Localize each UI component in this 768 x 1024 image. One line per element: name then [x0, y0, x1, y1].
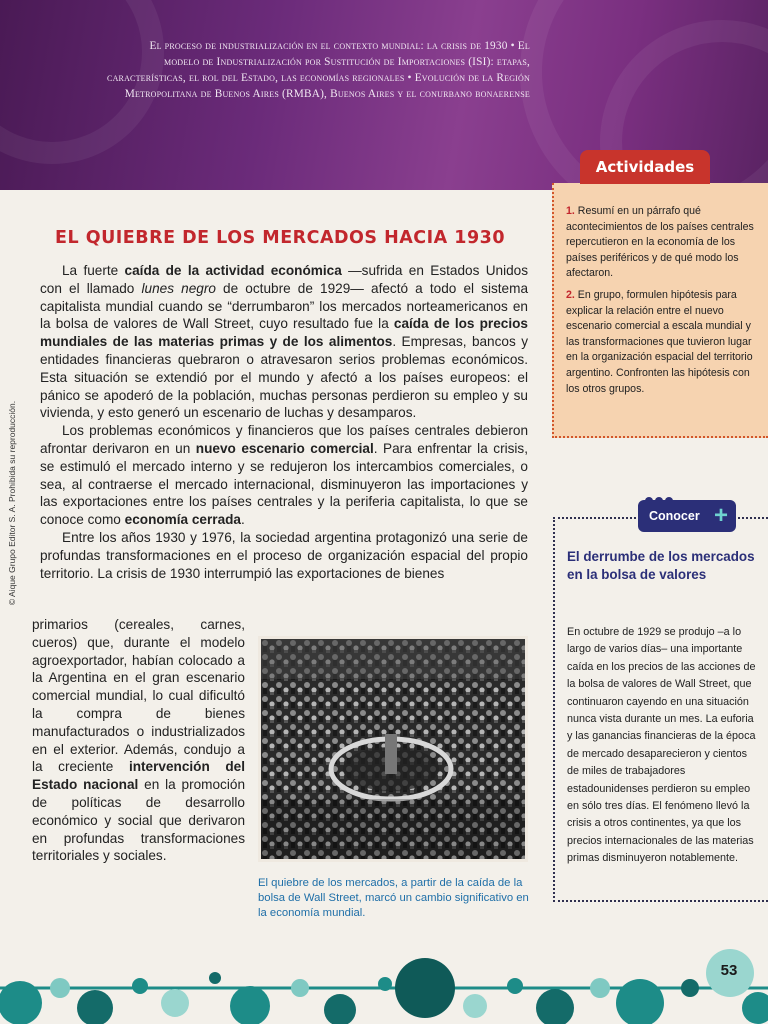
bold-term: nuevo escenario comercial [195, 440, 374, 456]
activity-text: Resumí en un párrafo qué acontecimientos de los países centrales repercutieron en la economía de los países periféricos y de qué modo los afectaron. [566, 205, 754, 280]
footer-decoration [0, 948, 768, 1024]
paragraph-3 [40, 529, 528, 582]
plus-icon: + [713, 502, 728, 529]
text-span: . [241, 512, 245, 528]
conocer-title: El derrumbe de los mercados en la bolsa de valores [567, 549, 755, 582]
bubbles-decoration-icon [0, 948, 768, 1024]
bold-term: economía cerrada [124, 512, 241, 528]
paragraph-3-continued [32, 616, 245, 865]
chapter-topics-line: Metropolitana de Buenos Aires (RMBA), Buenos Aires y el conurbano bonaerense [124, 88, 530, 100]
paragraph-2 [40, 422, 528, 529]
text-span: de octubre de 1929— afectó a todo el sistema capitalista mundial cuando se “derrumbaron” los mercados norteamericanos en la bolsa de valores de Wall Street, cuyo resultado fue la [40, 280, 529, 332]
conocer-tab [638, 500, 736, 532]
activities-list [566, 204, 758, 403]
wall-street-crowd-photo [258, 636, 528, 862]
conocer-text: En octubre de 1929 se produjo –a lo largo de varios días– una importante caída en los precios de las acciones de la bolsa de valores de Wall Street, que continuaron cayendo en una situación nunca vista durante un mes. La euforia y las ganancias financieras de la época de mercado desaparecieron y cientos de miles de trabajadores estadounidenses perdieron su empleo en sólo tres días. El fenómeno llevó la crisis a otros continentes, ya que los precios internacionales de las materias primas disminuyeron notablemente. [567, 626, 756, 865]
text-span: Los problemas económicos y financieros que los países centrales debieron afrontar derivaron en un [40, 423, 528, 456]
chapter-topics-line: El proceso de industrialización en el contexto mundial: la crisis de 1930 • El [149, 40, 530, 52]
text-span: Entre los años 1930 y 1976, la sociedad argentina protagonizó una serie de profundas transformaciones en el proceso de organización espacial del propio territorio. La crisis de 1930 interrumpió las exportaciones de bienes [40, 529, 528, 581]
chapter-topics-line: modelo de Industrialización por Sustitución de Importaciones (ISI): etapas, [164, 56, 530, 68]
activity-number: 2. [566, 288, 575, 301]
chapter-topics-line: características, el rol del Estado, las economías regionales • Evolución de la Región [107, 72, 530, 84]
activity-item [566, 288, 758, 397]
bold-term: intervención del Estado nacional [32, 759, 245, 793]
text-span: primarios (cereales, carnes, cueros) que, durante el modelo agroexportador, habían colocado a la Argentina en el gran escenario comercial mundial, lo cual dificultó la compra de bienes manufacturados o industrializados en el exterior. Además, condujo a la creciente [32, 617, 245, 775]
text-span: en la promoción de políticas de desarrollo económico y social que derivaron en profundas transformaciones territoriales y sociales. [32, 777, 245, 864]
italic-term: lunes negro [141, 280, 216, 296]
copyright-notice: © Aique Grupo Editor S. A. Prohibida su reproducción. [7, 400, 17, 606]
page-number: 53 [720, 962, 738, 979]
bold-term: caída de la actividad económica [124, 263, 342, 278]
paragraph-1 [40, 262, 528, 422]
chapter-topics [30, 38, 530, 102]
activity-text: En grupo, formulen hipótesis para explicar la relación entre el nuevo escenario comercial a escala mundial y las transformaciones que tuvieron lugar en la organización espacial del territorio argentino. Confronten las hipótesis con los otros grupos. [566, 288, 753, 395]
activity-item [566, 204, 758, 282]
main-body-text [40, 262, 528, 582]
text-span: La fuerte [62, 263, 125, 278]
activities-tab: Actividades [580, 150, 710, 184]
section-title: EL QUIEBRE DE LOS MERCADOS HACIA 1930 [55, 228, 506, 248]
text-span: . Para enfrentar la crisis, se estimuló el mercado interno y se redujeron los intercambios comerciales, o sea, al contraerse el mercado internacional, disminuyeron las importaciones y las exportaciones entre los países centrales y la periferia capitalista, lo que se conoce como [40, 440, 529, 528]
conocer-label: Conocer [649, 509, 700, 523]
photo-caption: El quiebre de los mercados, a partir de la caída de la bolsa de Wall Street, marcó un cambio significativo en la economía mundial. [258, 877, 529, 919]
crowd-illustration [261, 639, 525, 859]
text-span: —sufrida en Estados Unidos con el llamado [40, 263, 529, 296]
bold-term: caída de los precios mundiales de las materias primas y de los alimentos [40, 316, 528, 350]
activity-number: 1. [566, 205, 575, 217]
text-span: . Empresas, bancos y entidades financieras quebraron o atravesaron serios problemas económicos. Esta situación se extendió por el mundo y afectó a los países europeos: el pánico se apoderó de la población, muchas personas perdieron su empleo y su vivienda, y esto generó un escenario de luchas y desamparos. [40, 334, 528, 421]
